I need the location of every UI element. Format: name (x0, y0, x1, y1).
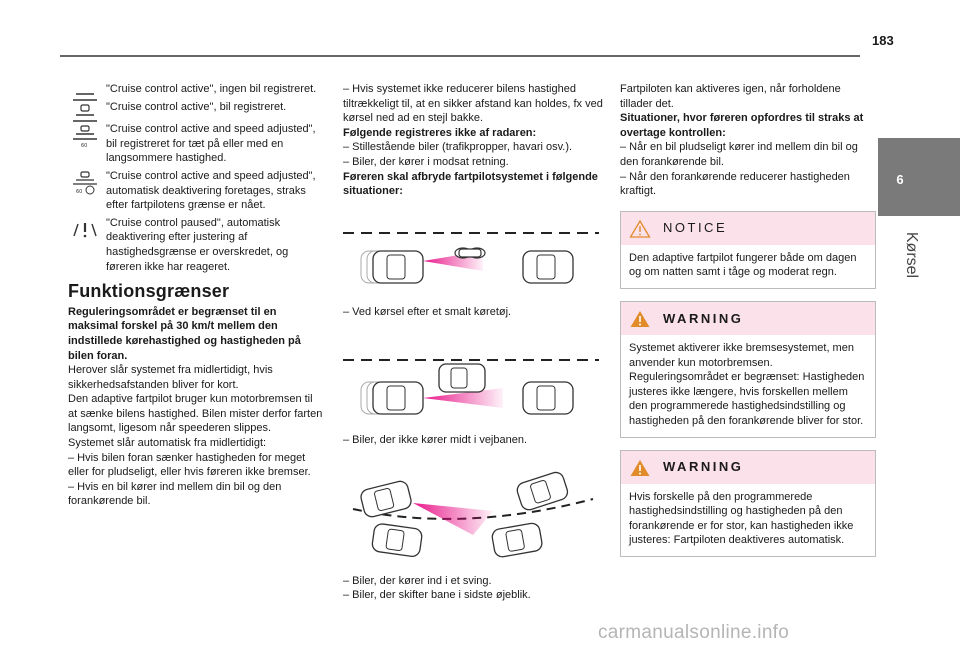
caption-lane-change: – Biler, der skifter bane i sidste øjeblik. (343, 589, 531, 602)
warning-body: Hvis forskelle på den programmerede hastighedsindstilling og hastigheden på den forankørende er for stor, kan hastigheden ikke justeres: Fartpiloten deaktiveres automatisk. (629, 490, 854, 547)
status-item-vehicle: "Cruise control active", bil registreret. (68, 100, 324, 115)
list-item: – Hvis bilen foran sænker hastigheden for meget eller for pludseligt, eller hvis føreren ikke bremser. (68, 451, 311, 479)
off-center-vehicle-illustration (343, 352, 599, 418)
notice-box (620, 211, 876, 289)
caption-bend: – Biler, der kører ind i et sving. (343, 574, 492, 587)
list-item: – Biler, der kører i modsat retning. (343, 155, 509, 168)
caption-off-center-vehicle: – Biler, der ikke kører midt i vejbanen. (343, 433, 528, 446)
paragraph: Systemet slår automatisk fra midlertidigt: (68, 437, 267, 450)
radar-heading: Følgende registreres ikke af radaren: (343, 126, 537, 139)
column-left (68, 82, 324, 509)
warning-title: WARNING (663, 459, 744, 475)
paragraph: – Hvis systemet ikke reducerer bilens hastighed tiltrækkeligt til, at en sikker afstand kan holdes, fx ved kørsel ned ad en stejl bakke. (343, 83, 603, 125)
paragraph: Herover slår systemet fra midlertidigt, hvis sikkerhedsafstanden bliver for kort. (68, 364, 273, 391)
chapter-title: Kørsel (903, 231, 920, 279)
warning-title: WARNING (663, 310, 744, 326)
paragraph: Den adaptive fartpilot bruger kun motorbremsen til at sænke bilens hastighed. Bilen mister derfor farten langsomt, ligesom når speederen slippes. (68, 393, 323, 435)
page-number: 183 (872, 33, 894, 48)
notice-body: Den adaptive fartpilot fungerer både om dagen og om natten samt i tåge og moderat regn. (629, 251, 857, 279)
stop-heading: Føreren skal afbryde fartpilotsystemet i følgende situationer: (343, 170, 598, 198)
svg-text:60: 60 (81, 143, 88, 149)
chapter-number: 6 (896, 172, 904, 187)
warning-box (620, 450, 876, 557)
bend-lane-change-illustration (343, 471, 599, 563)
cruise-paused-warning-icon (70, 218, 100, 242)
status-item-no-vehicle: "Cruise control active", ingen bil registreret. (68, 82, 324, 97)
warning-outline-icon (629, 219, 651, 239)
warning-filled-icon (629, 458, 651, 478)
list-item: – Hvis en bil kører ind mellem din bil og den forankørende bil. (68, 480, 282, 508)
bold-intro: Reguleringsområdet er begrænset til en maksimal forskel på 30 km/t mellem den indstillede kørehastighed og hastigheden på bilen foran. (68, 305, 301, 362)
status-item-speed-adjusted: 60 "Cruise control active and speed adjusted", bil registreret for tæt på eller med en langsommere hastighed. (68, 122, 324, 166)
list-item: – Når den forankørende reducerer hastigheden kraftigt. (620, 170, 850, 198)
column-middle (343, 82, 603, 603)
paragraph: Fartpiloten kan aktiveres igen, når forholdene tillader det. (620, 83, 841, 110)
warning-body: Systemet aktiverer ikke bremsesystemet, men anvender kun motorbremsen. Reguleringsområdet er begrænset: Hastigheden justeres ikke længere, hvis forskellen mellem den programmerede hastighedsindstilling og hastigheden på den forankørende bliver for stor. (629, 341, 865, 427)
situations-heading: Situationer, hvor føreren opfordres til straks at overtage kontrollen: (620, 112, 864, 139)
watermark: carmanualsonline.info (598, 622, 790, 643)
list-item: – Når en bil pludseligt kører ind mellem din bil og den forankørende bil. (620, 141, 858, 168)
narrow-vehicle-illustration (343, 225, 599, 291)
cruise-auto-deactivation-icon (70, 171, 100, 195)
list-item: – Stillestående biler (trafikpropper, havari osv.). (343, 141, 573, 154)
section-heading: Funktionsgrænser (68, 281, 230, 302)
caption-narrow-vehicle: – Ved kørsel efter et smalt køretøj. (343, 306, 512, 319)
warning-box (620, 301, 876, 438)
status-item-paused: "Cruise control paused", automatisk deaktivering efter justering af hastighedsgrænse er overskredet, og føreren ikke har reageret. (68, 216, 324, 274)
status-item-auto-deactivation: 60 "Cruise control active and speed adjusted", automatisk deaktivering foretages, straks efter fartpilotens grænse er nået. (68, 169, 324, 213)
notice-title: NOTICE (663, 220, 728, 236)
svg-text:60: 60 (76, 188, 83, 195)
cruise-speed-adjusted-icon (70, 124, 100, 148)
warning-filled-icon (629, 309, 651, 329)
header-rule (60, 55, 860, 57)
column-right (620, 82, 876, 567)
